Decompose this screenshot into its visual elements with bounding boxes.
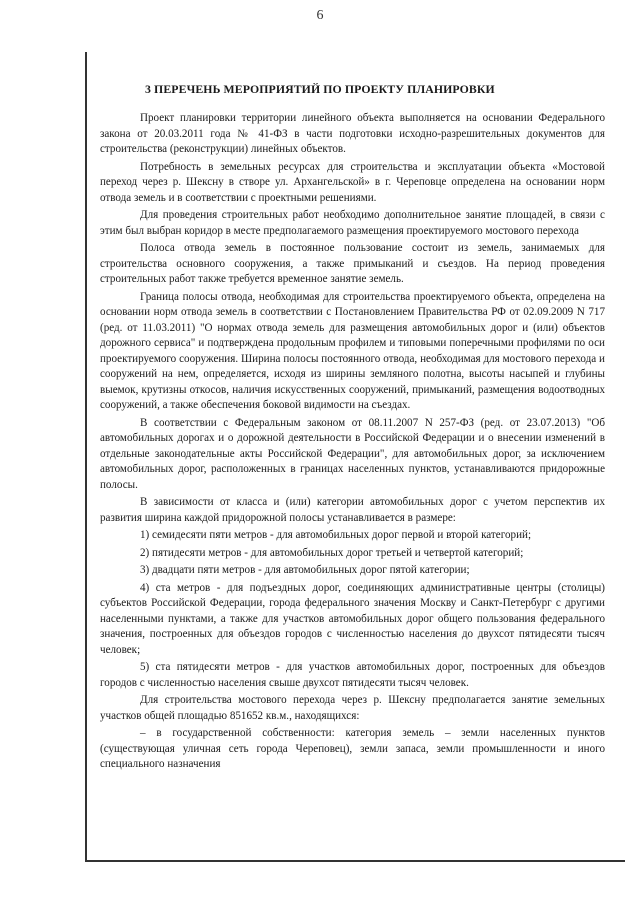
list-item: 5) ста пятидесяти метров - для участков автомобильных дорог, построенных для объездов городов с численностью населения свыше двухсот пятидесяти тысяч человек. — [100, 661, 605, 689]
list-item: 4) ста метров - для подъездных дорог, соединяющих административные центры (столицы) субъектов Российской Федерации, города федерального значения Москву и Санкт-Петербург с другими населенными пунктами, а также для участков автомобильных дорог общего пользования федерального значения, построенных для объездов городов с численностью населения до двухсот пятидесяти тысяч человек; — [100, 581, 605, 656]
list-item: 1) семидесяти пяти метров - для автомобильных дорог первой и второй категорий; — [140, 529, 532, 541]
page-number: 6 — [316, 8, 324, 23]
paragraph: Полоса отвода земель в постоянное пользование состоит из земель, занимаемых для строительства основного сооружения, а также примыканий и съездов. На период проведения строительных работ также требуется временное занятие земель. — [100, 242, 605, 285]
paragraph: Потребность в земельных ресурсах для строительства и эксплуатации объекта «Мостовой переход через р. Шексну в створе ул. Архангельской» в г. Череповце определена на основании норм отвода земель и в соответствии с проектными решениями. — [100, 160, 605, 204]
list-item: 2) пятидесяти метров - для автомобильных дорог третьей и четвертой категорий; — [140, 546, 524, 559]
frame-bottom-border — [85, 860, 625, 862]
frame-left-border — [85, 52, 87, 862]
list-item: – в государственной собственности: категория земель – земли населенных пунктов (существующая уличная сеть города Череповец), земли запаса, земли промышленности и иного специального назначения — [100, 727, 605, 770]
paragraph: В соответствии с Федеральным законом от 08.11.2007 N 257-ФЗ (ред. от 23.07.2013) "Об автомобильных дорогах и о дорожной деятельности в Российской Федерации и о внесении изменений в отдельные законодательные акты Российской Федерации", для автомобильных дорог, за исключением автомобильных дорог, расположенных в границах населенных пунктов, устанавливаются придорожные полосы. — [100, 416, 605, 491]
paragraph: Для проведения строительных работ необходимо дополнительное занятие площадей, в связи с этим был выбран коридор в месте предполагаемого размещения проектируемого мостового перехода — [100, 209, 605, 237]
document-body — [100, 82, 605, 773]
paragraph: В зависимости от класса и (или) категории автомобильных дорог с учетом перспектив их развития ширина каждой придорожной полосы устанавливается в размере: — [100, 496, 605, 524]
paragraph: Граница полосы отвода, необходимая для строительства проектируемого объекта, определена на основании норм отвода земель в соответствии с Постановлением Правительства РФ от 02.09.2009 N 717 (ред. от 11.03.2011) "О нормах отвода земель для размещения автомобильных дорог и (или) объектов дорожного сервиса" и подтверждена продольным профилем и типовыми поперечными профилями по оси проектируемого сооружения. Ширина полосы постоянного отвода, необходимая для мостового перехода и сооружений на нем, определяется, исходя из ширины земляного полотна, высоты насыпей и глубины выемок, крутизны откосов, наличия искусственных сооружений, примыканий, размещения водоотводных сооружений, а также обеспечения боковой видимости на съездах. — [100, 290, 605, 411]
list-item: 3) двадцати пяти метров - для автомобильных дорог пятой категории; — [140, 564, 470, 576]
paragraph: Проект планировки территории линейного объекта выполняется на основании Федерального закона от 20.03.2011 года № 41-ФЗ в части подготовки исходно-разрешительных документов для строительства (реконструкции) линейных объектов. — [100, 112, 605, 155]
paragraph: Для строительства мостового перехода через р. Шексну предполагается занятие земельных участков общей площадью 851652 кв.м., находящихся: — [100, 694, 605, 722]
section-heading: 3 ПЕРЕЧЕНЬ МЕРОПРИЯТИЙ ПО ПРОЕКТУ ПЛАНИРОВКИ — [145, 82, 495, 96]
